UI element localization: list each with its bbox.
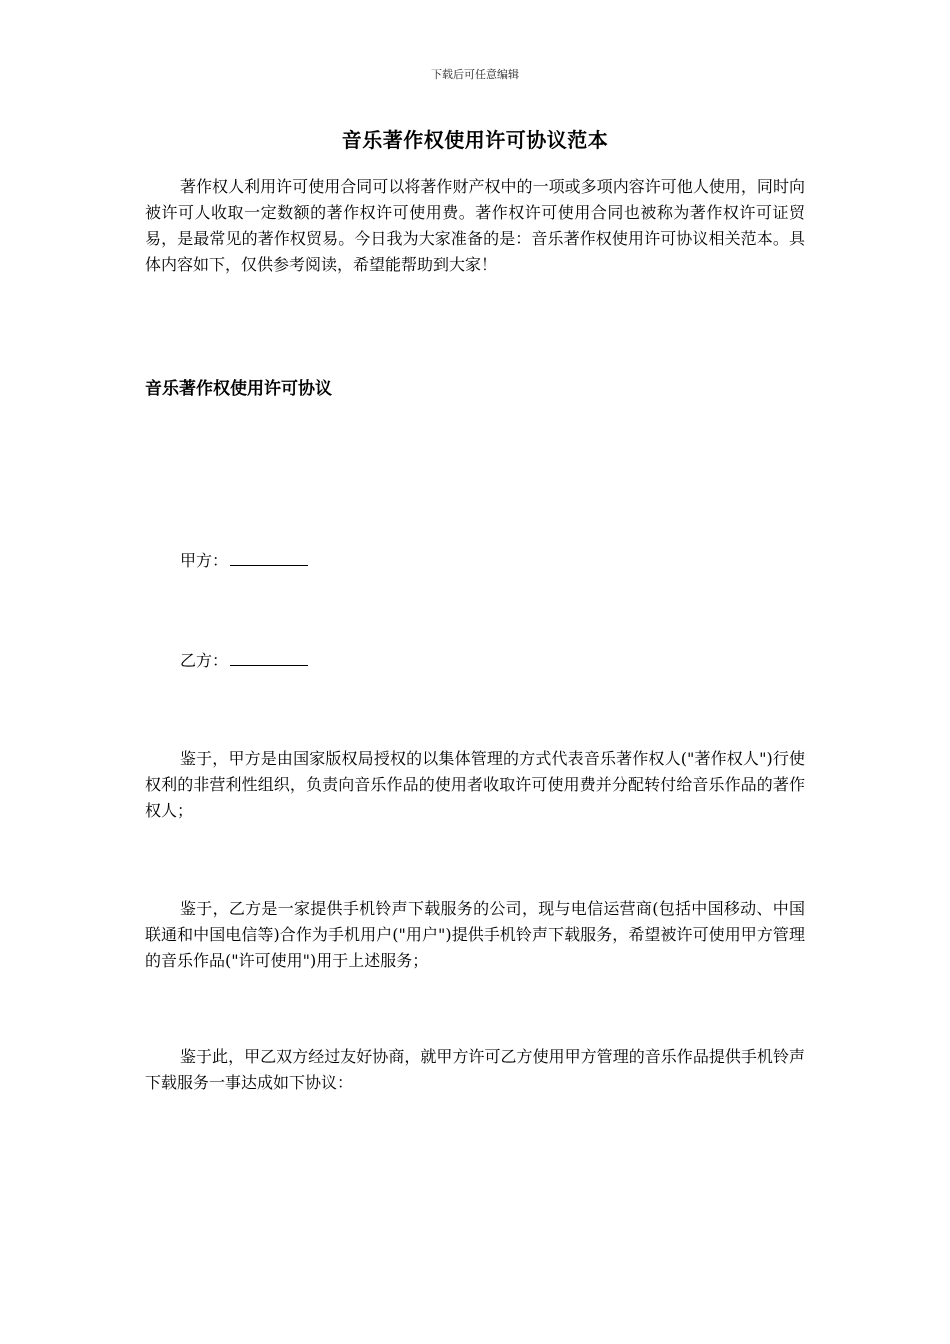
whereas-paragraph-2: 鉴于，乙方是一家提供手机铃声下载服务的公司，现与电信运营商(包括中国移动、中国联通和中国电信等)合作为手机用户("用户")提供手机铃声下载服务，希望被许可使用甲方管理的音乐作品("许可使用")用于上述服务；: [145, 899, 805, 970]
whereas-paragraph-1: 鉴于，甲方是由国家版权局授权的以集体管理的方式代表音乐著作权人("著作权人")行使权利的非营利性组织，负责向音乐作品的使用者收取许可使用费并分配转付给音乐作品的著作权人；: [145, 749, 805, 820]
section-heading: 音乐著作权使用许可协议: [145, 379, 332, 399]
party-b-blank: [230, 649, 308, 666]
header-note: 下载后可任意编辑: [431, 68, 519, 81]
party-b-label: 乙方：: [180, 651, 229, 670]
document-title: 音乐著作权使用许可协议范本: [341, 128, 609, 152]
party-a-line: [180, 548, 308, 574]
party-a-label: 甲方：: [180, 551, 229, 570]
party-b-line: [180, 648, 308, 674]
intro-paragraph: 著作权人利用许可使用合同可以将著作财产权中的一项或多项内容许可他人使用，同时向被许可人收取一定数额的著作权许可使用费。著作权许可使用合同也被称为著作权许可证贸易，是最常见的著作权贸易。今日我为大家准备的是：音乐著作权使用许可协议相关范本。具体内容如下，仅供参考阅读，希望能帮助到大家！: [145, 177, 805, 274]
whereas-paragraph-3: 鉴于此，甲乙双方经过友好协商，就甲方许可乙方使用甲方管理的音乐作品提供手机铃声下载服务一事达成如下协议：: [145, 1047, 805, 1092]
party-a-blank: [230, 549, 308, 566]
